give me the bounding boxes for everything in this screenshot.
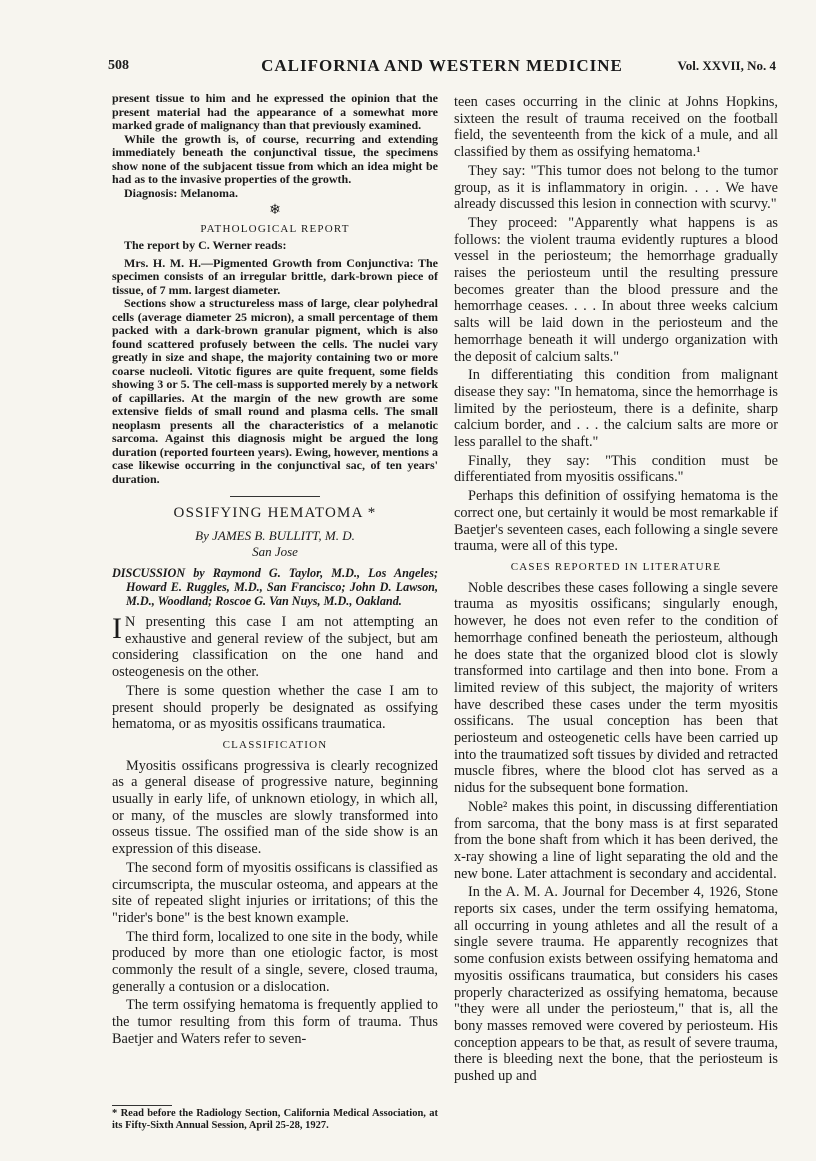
pathology-text: [112, 239, 438, 486]
paragraph: The report by C. Werner reads:: [124, 238, 287, 252]
paragraph: Diagnosis: Melanoma.: [124, 185, 238, 200]
paragraph: They say: "This tumor does not belong to the tumor group, as it is inflammatory in origin. . . . We have already discussed this lesion in connection with scurvy.": [454, 162, 778, 213]
paragraph: Myositis ossificans progressiva is clearly recognized as a general disease of progressive nature, beginning usually in early life, of unknown etiology, in which all, or many, of the muscles are slowly transformed into osseus tissue. The ossified man of the side show is an expression of this disease.: [112, 757, 438, 858]
drop-cap: I: [112, 612, 122, 645]
paragraph: The third form, localized to one site in the body, while produced by more than one etiologic factor, is most commonly the result of a single, severe, closed trauma, generally a contusion or a dislocation.: [112, 928, 438, 995]
footnote-divider: [112, 1105, 172, 1106]
divider: [230, 496, 320, 497]
author-byline: By JAMES B. BULLITT, M. D.: [195, 528, 355, 543]
paragraph: Mrs. H. M. H.—Pigmented Growth from Conjunctiva: The specimen consists of an irregular brittle, dark-brown piece of tissue, of 7 mm. largest diameter.: [112, 255, 438, 297]
paragraph-text: N presenting this case I am not attempting an exhaustive and general review of the subject, but am considering classification on the one hand and osteogenesis on the other.: [112, 614, 438, 681]
paragraph: [112, 614, 438, 681]
article-body-right: [454, 94, 778, 1085]
section-ornament: ❄: [269, 203, 281, 218]
paragraph: Noble describes these cases following a single severe trauma as myositis ossificans; singularly enough, however, he does not even refer to the condition of hemorrhage confined beneath the periosteum, although he does state that the organized blood clot is slowly transformed into cartilage and then into bone. From a limited review of this subject, the majority of writers have described these cases under the term myositis ossificans. The usual conception has been that periosteum and osteogenetic cells have been carried up into the traumatized soft tissues by divided and retracted muscle fibres, where the blood clot has served as a nidus for the subsequent bone formation.: [454, 579, 778, 797]
paragraph: present tissue to him and he expressed the opinion that the present material had the appearance of a somewhat more marked grade of malignancy than that previously examined.: [112, 91, 438, 132]
paragraph: While the growth is, of course, recurring and extending immediately beneath the conjunctival tissue, the specimens show none of the subjacent tissue from which an idea might be had as to the invasive properties of the growth.: [112, 131, 438, 186]
paragraph: Finally, they say: "This condition must be differentiated from myositis ossificans.": [454, 452, 778, 486]
right-column: [454, 94, 778, 1087]
paragraph: The second form of myositis ossificans is classified as circumscripta, the muscular osteoma, and appears at the site of repeated slight injuries or irritations; of this the "rider's bone" is the best known example.: [112, 859, 438, 926]
journal-title: CALIFORNIA AND WESTERN MEDICINE: [261, 56, 623, 75]
paragraph: The term ossifying hematoma is frequently applied to the tumor resulting from this form of trauma. Thus Baetjer and Waters refer to seven-: [112, 997, 438, 1047]
paragraph: There is some question whether the case I am to present should properly be designated as ossifying hematoma, or as myositis ossificans traumatica.: [112, 682, 438, 733]
paragraph: Sections show a structureless mass of large, clear polyhedral cells (average diameter 25 micron), a small percentage of them packed with a dark-brown granular pigment, which is also found scattered profusely between the cells. The nuclei vary greatly in size and shape, the majority containing two or more coarse nucleoli. Vitotic figures are quite frequent, some fields showing 3 or 5. The cell-mass is supported merely by a network of capillaries. At the margin of the new growth are some extensive fields of small round and plasma cells. The small neoplasm presents all the characteristics of a melanotic sarcoma. Against this diagnosis might be argued the long duration (reported fourteen years). Ewing, however, mentions a case likewise occurring in the conjunctival sac, of ten years' duration.: [112, 296, 438, 486]
left-column: [112, 92, 438, 1050]
article-body-left: [112, 614, 438, 1048]
paragraph: teen cases occurring in the clinic at Johns Hopkins, sixteen the result of trauma received on the football field, the seventeenth from the kick of a mule, and all classified by them as ossifying hematoma.¹: [454, 94, 778, 161]
page-number: 508: [108, 58, 129, 73]
paragraph: In the A. M. A. Journal for December 4, 1926, Stone reports six cases, under the term ossifying hematoma, all occurring in young athletes and all the result of a single severe trauma. He apparently recognizes that some confusion exists between ossifying hematoma and myositis ossificans traumatica, but considers his cases properly characterized as ossifying hematoma, because "they were all under the periosteum," that is, all the bony masses removed were covered by periosteum. His conception appears to be that, as result of severe trauma, there is bleeding next the bone, that the periosteum is pushed up and: [454, 884, 778, 1085]
paragraph: Perhaps this definition of ossifying hematoma is the correct one, but certainly it would be most remarkable if Baetjer's seventeen cases, each following a single severe trauma, were all of this type.: [454, 488, 778, 555]
author-location: San Jose: [252, 544, 298, 559]
footnote: * Read before the Radiology Section, California Medical Association, at its Fifty-Sixth Annual Session, April 25-28, 1927.: [112, 1108, 438, 1131]
paragraph: Noble² makes this point, in discussing differentiation from sarcoma, that the bony mass is at first separated from the bone shaft from which it has been derived, the x-ray showing a line of light separating the old and the new bone. Later attachment is secondary and accidental.: [454, 798, 778, 882]
discussion-credits: DISCUSSION by Raymond G. Taylor, M.D., Los Angeles; Howard E. Ruggles, M.D., San Francisco; John D. Lawson, M.D., Woodland; Roscoe G. Van Nuys, M.D., Oakland.: [112, 566, 438, 608]
section-heading-classification: CLASSIFICATION: [222, 738, 328, 751]
section-heading-cases: CASES REPORTED IN LITERATURE: [510, 560, 722, 573]
volume-number: Vol. XXVII, No. 4: [677, 58, 776, 73]
case-text: [112, 92, 438, 200]
page-header: [108, 56, 776, 80]
paragraph: In differentiating this condition from malignant disease they say: "In hematoma, since the hemorrhage is limited by the periosteum, there is a definite, sharp calcium border, and . . . the calcium salts are more or less parallel to the shaft.": [454, 367, 778, 451]
article-title: OSSIFYING HEMATOMA *: [173, 505, 377, 521]
paragraph: They proceed: "Apparently what happens is as follows: the violent trauma evidently ruptures a blood vessel in the periosteum; the hemorrhage gradually raises the periosteum until the resulting pressure becomes greater than the blood pressure and the hemorrhage ceases. . . . In about three weeks calcium salts will be laid down in the periosteum and the hemorrhage beneath it will undergo organization with the deposit of calcium salts.": [454, 214, 778, 365]
section-heading-pathological-report: PATHOLOGICAL REPORT: [200, 223, 350, 235]
